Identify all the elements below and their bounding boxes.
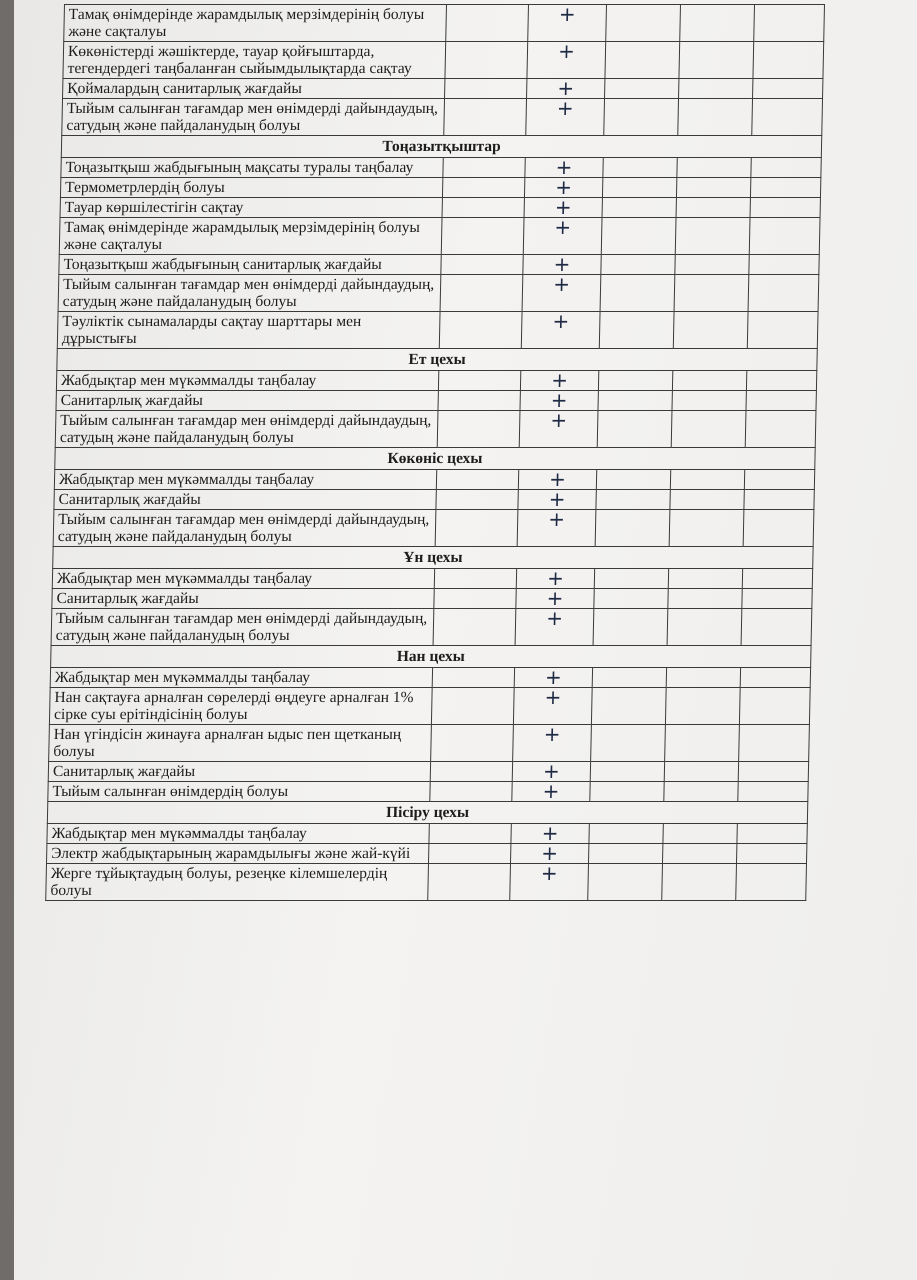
empty-cell — [673, 312, 748, 349]
empty-cell — [591, 725, 666, 762]
section-title: Пісіру цехы — [47, 802, 807, 824]
criterion-text: Санитарлық жағдайы — [48, 762, 430, 782]
check-mark-cell: + — [523, 218, 602, 255]
empty-cell — [602, 178, 676, 198]
checklist-row — [52, 589, 812, 609]
empty-cell — [443, 158, 525, 178]
empty-cell — [743, 510, 814, 547]
check-mark-cell: + — [512, 782, 590, 802]
checklist-row — [63, 79, 823, 99]
empty-cell — [446, 5, 529, 42]
empty-cell — [753, 42, 824, 79]
section-header-row — [47, 802, 807, 824]
empty-cell — [436, 490, 518, 510]
check-mark-cell: + — [520, 371, 598, 391]
check-mark-cell: + — [522, 275, 601, 312]
empty-cell — [668, 569, 742, 589]
check-mark-cell: + — [517, 510, 596, 547]
empty-cell — [428, 864, 511, 901]
empty-cell — [593, 609, 668, 646]
checklist-row — [56, 391, 816, 411]
criterion-text: Тыйым салынған өнімдердің болуы — [48, 782, 430, 802]
check-mark-cell: + — [521, 312, 600, 349]
empty-cell — [438, 391, 520, 411]
check-mark-cell: + — [518, 470, 596, 490]
empty-cell — [736, 864, 807, 901]
criterion-text: Жабдықтар мен мүкәммалды таңбалау — [47, 824, 429, 844]
check-mark-cell: + — [511, 824, 589, 844]
empty-cell — [746, 371, 816, 391]
criterion-text: Жерге тұйықтаудың болуы, резеңке кілемшелердің болуы — [46, 864, 429, 901]
check-mark-cell: + — [527, 42, 606, 79]
empty-cell — [605, 79, 679, 99]
empty-cell — [746, 391, 816, 411]
empty-cell — [589, 824, 663, 844]
empty-cell — [664, 762, 738, 782]
empty-cell — [596, 470, 670, 490]
checklist-row — [52, 569, 812, 589]
empty-cell — [753, 79, 823, 99]
criterion-text: Жабдықтар мен мүкәммалды таңбалау — [54, 470, 436, 490]
checklist-row — [59, 255, 819, 275]
empty-cell — [671, 411, 746, 448]
section-title: Ет цехы — [57, 349, 817, 371]
empty-cell — [668, 589, 742, 609]
empty-cell — [596, 490, 670, 510]
checklist-row — [59, 218, 820, 255]
empty-cell — [738, 762, 808, 782]
empty-cell — [678, 99, 753, 136]
empty-cell — [436, 470, 518, 490]
check-mark-cell: + — [524, 198, 602, 218]
empty-cell — [442, 178, 524, 198]
empty-cell — [440, 275, 523, 312]
checklist-row — [63, 42, 824, 79]
section-header-row — [55, 448, 815, 470]
check-mark-cell: + — [520, 391, 598, 411]
empty-cell — [666, 668, 740, 688]
empty-cell — [594, 569, 668, 589]
criterion-text: Тамақ өнімдерінде жарамдылық мерзімдерінің болуы және сақталуы — [59, 218, 442, 255]
criterion-text: Санитарлық жағдайы — [54, 490, 436, 510]
empty-cell — [429, 824, 511, 844]
empty-cell — [742, 589, 812, 609]
empty-cell — [739, 688, 810, 725]
empty-cell — [594, 589, 668, 609]
empty-cell — [669, 510, 744, 547]
check-mark-cell: + — [523, 255, 601, 275]
empty-cell — [754, 5, 825, 42]
check-mark-cell: + — [515, 609, 594, 646]
section-header-row — [57, 349, 817, 371]
empty-cell — [739, 725, 810, 762]
empty-cell — [606, 5, 681, 42]
empty-cell — [741, 609, 812, 646]
section-header-row — [61, 136, 821, 158]
empty-cell — [441, 218, 524, 255]
empty-cell — [598, 391, 672, 411]
empty-cell — [590, 782, 664, 802]
empty-cell — [430, 762, 512, 782]
empty-cell — [670, 470, 744, 490]
section-title: Ұн цехы — [53, 547, 813, 569]
empty-cell — [445, 42, 528, 79]
paper-sheet — [14, 0, 917, 1280]
empty-cell — [601, 255, 675, 275]
empty-cell — [591, 688, 666, 725]
empty-cell — [679, 42, 754, 79]
check-mark-cell: + — [518, 490, 596, 510]
empty-cell — [745, 411, 816, 448]
empty-cell — [665, 688, 740, 725]
checklist-row — [46, 864, 807, 901]
section-header-row — [53, 547, 813, 569]
empty-cell — [676, 198, 750, 218]
checklist-row — [49, 725, 810, 762]
empty-cell — [430, 782, 512, 802]
criterion-text: Электр жабдықтарының жарамдылығы және жай-күйі — [46, 844, 428, 864]
criterion-text: Жабдықтар мен мүкәммалды таңбалау — [52, 569, 434, 589]
empty-cell — [598, 371, 672, 391]
empty-cell — [752, 99, 823, 136]
check-mark-cell: + — [514, 668, 592, 688]
checklist-row — [60, 178, 820, 198]
empty-cell — [677, 158, 751, 178]
checklist-row — [51, 609, 812, 646]
empty-cell — [435, 510, 518, 547]
check-mark-cell: + — [512, 762, 590, 782]
empty-cell — [442, 198, 524, 218]
empty-cell — [662, 844, 736, 864]
empty-cell — [675, 218, 750, 255]
criterion-text: Тоңазытқыш жабдығының санитарлық жағдайы — [59, 255, 441, 275]
empty-cell — [603, 158, 677, 178]
checklist-row — [54, 470, 814, 490]
criterion-text: Тыйым салынған тағамдар мен өнімдерді дайындаудың, сатудың және пайдаланудың болуы — [51, 609, 434, 646]
empty-cell — [439, 312, 522, 349]
empty-cell — [675, 255, 749, 275]
empty-cell — [588, 864, 663, 901]
check-mark-cell: + — [510, 864, 589, 901]
criterion-text: Тауар көршілестігін сақтау — [60, 198, 442, 218]
section-header-row — [51, 646, 811, 668]
empty-cell — [744, 470, 814, 490]
checklist-row — [58, 275, 819, 312]
empty-cell — [742, 569, 812, 589]
empty-cell — [602, 198, 676, 218]
check-mark-cell: + — [513, 688, 592, 725]
empty-cell — [432, 668, 514, 688]
checklist-row — [53, 510, 814, 547]
empty-cell — [750, 178, 820, 198]
empty-cell — [672, 391, 746, 411]
empty-cell — [441, 255, 523, 275]
empty-cell — [665, 725, 740, 762]
empty-cell — [597, 411, 672, 448]
checklist-row — [55, 411, 816, 448]
criterion-text: Санитарлық жағдайы — [56, 391, 438, 411]
empty-cell — [600, 275, 675, 312]
empty-cell — [676, 178, 750, 198]
checklist-row — [54, 490, 814, 510]
empty-cell — [428, 844, 510, 864]
empty-cell — [599, 312, 674, 349]
empty-cell — [740, 668, 810, 688]
empty-cell — [751, 158, 821, 178]
empty-cell — [664, 782, 738, 802]
criterion-text: Тоңазытқыш жабдығының мақсаты туралы таңбалау — [61, 158, 443, 178]
empty-cell — [431, 725, 514, 762]
empty-cell — [744, 490, 814, 510]
criterion-text: Тыйым салынған тағамдар мен өнімдерді дайындаудың, сатудың және пайдаланудың болуы — [55, 411, 438, 448]
checklist-row — [48, 782, 808, 802]
section-title: Тоңазытқыштар — [61, 136, 821, 158]
empty-cell — [663, 824, 737, 844]
empty-cell — [604, 99, 679, 136]
criterion-text: Тыйым салынған тағамдар мен өнімдерді дайындаудың, сатудың және пайдаланудың болуы — [53, 510, 436, 547]
empty-cell — [748, 275, 819, 312]
check-mark-cell: + — [524, 178, 602, 198]
empty-cell — [431, 688, 514, 725]
empty-cell — [434, 569, 516, 589]
criterion-text: Нан үгіндісін жинауға арналған ыдыс пен щетканың болуы — [49, 725, 432, 762]
checklist-row — [62, 99, 823, 136]
inspection-checklist-table — [45, 4, 825, 901]
empty-cell — [747, 312, 818, 349]
empty-cell — [672, 371, 746, 391]
check-mark-cell: + — [527, 79, 605, 99]
empty-cell — [601, 218, 676, 255]
section-title: Нан цехы — [51, 646, 811, 668]
empty-cell — [750, 198, 820, 218]
empty-cell — [749, 255, 819, 275]
criterion-text: Жабдықтар мен мүкәммалды таңбалау — [56, 371, 438, 391]
empty-cell — [444, 99, 527, 136]
checklist-row — [47, 824, 807, 844]
checklist-row — [60, 198, 820, 218]
checklist-row — [48, 762, 808, 782]
check-mark-cell: + — [513, 725, 592, 762]
check-mark-cell: + — [525, 158, 603, 178]
checklist-document — [45, 4, 824, 901]
empty-cell — [588, 844, 662, 864]
checklist-row — [64, 5, 825, 42]
empty-cell — [605, 42, 680, 79]
empty-cell — [595, 510, 670, 547]
empty-cell — [736, 844, 806, 864]
empty-cell — [433, 609, 516, 646]
checklist-row — [50, 668, 810, 688]
checklist-row — [61, 158, 821, 178]
empty-cell — [437, 411, 520, 448]
empty-cell — [438, 371, 520, 391]
checklist-row — [46, 844, 806, 864]
checklist-row — [56, 371, 816, 391]
criterion-text: Қоймалардың санитарлық жағдайы — [63, 79, 445, 99]
check-mark-cell: + — [519, 411, 598, 448]
section-title: Көкөніс цехы — [55, 448, 815, 470]
criterion-text: Санитарлық жағдайы — [52, 589, 434, 609]
criterion-text: Тәуліктік сынамаларды сақтау шарттары мен дұрыстығы — [57, 312, 440, 349]
empty-cell — [667, 609, 742, 646]
check-mark-cell: + — [516, 569, 594, 589]
criterion-text: Тыйым салынған тағамдар мен өнімдерді дайындаудың, сатудың және пайдаланудың болуы — [62, 99, 445, 136]
check-mark-cell: + — [528, 5, 607, 42]
criterion-text: Термометрлердің болуы — [60, 178, 442, 198]
criterion-text: Көкөністерді жәшіктерде, тауар қойғыштарда, тегендердегі таңбаланған сыйымдылықтарда сақтау — [63, 42, 446, 79]
empty-cell — [674, 275, 749, 312]
empty-cell — [680, 5, 755, 42]
criterion-text: Тамақ өнімдерінде жарамдылық мерзімдерінің болуы және сақталуы — [64, 5, 447, 42]
empty-cell — [738, 782, 808, 802]
empty-cell — [749, 218, 820, 255]
empty-cell — [679, 79, 753, 99]
checklist-row — [49, 688, 810, 725]
criterion-text: Жабдықтар мен мүкәммалды таңбалау — [50, 668, 432, 688]
empty-cell — [662, 864, 737, 901]
empty-cell — [670, 490, 744, 510]
check-mark-cell: + — [510, 844, 588, 864]
check-mark-cell: + — [516, 589, 594, 609]
empty-cell — [592, 668, 666, 688]
criterion-text: Нан сақтауға арналған сөрелерді өңдеуге арналған 1% сірке суы ерітіндісінің болуы — [49, 688, 432, 725]
criterion-text: Тыйым салынған тағамдар мен өнімдерді дайындаудың, сатудың және пайдаланудың болуы — [58, 275, 441, 312]
empty-cell — [590, 762, 664, 782]
empty-cell — [737, 824, 807, 844]
empty-cell — [445, 79, 527, 99]
check-mark-cell: + — [526, 99, 605, 136]
checklist-row — [57, 312, 818, 349]
empty-cell — [434, 589, 516, 609]
